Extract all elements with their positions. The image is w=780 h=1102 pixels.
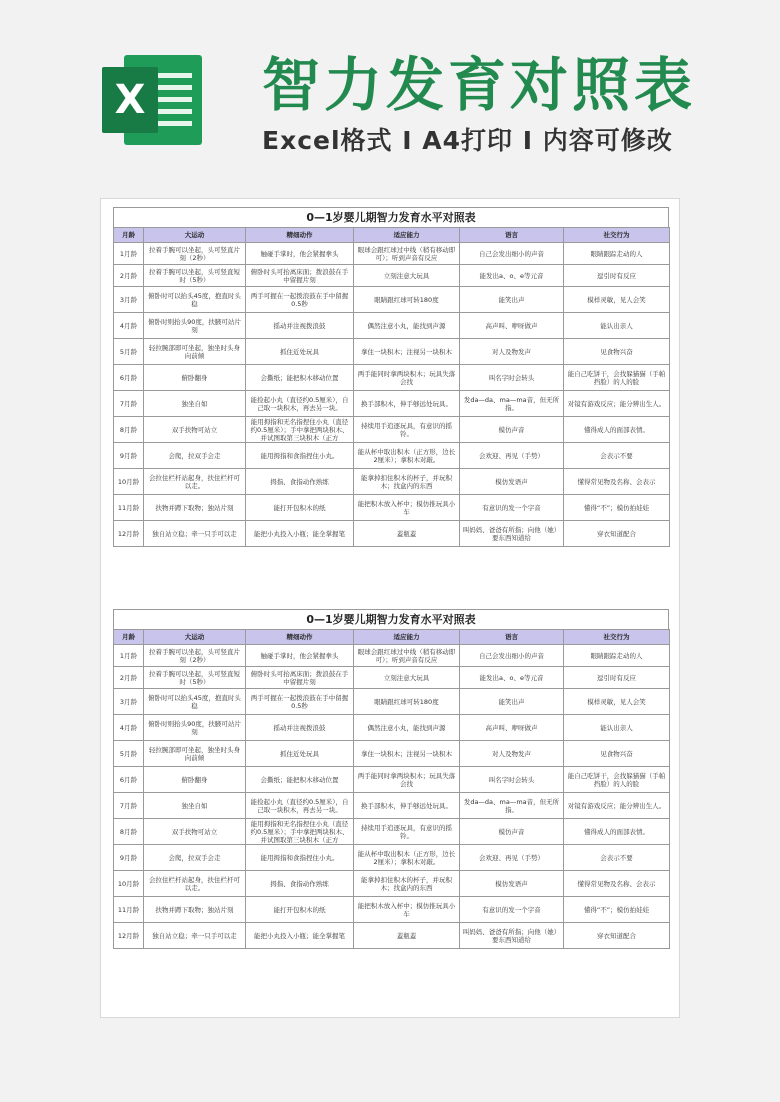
table-cell: 会拉住栏杆站起身，扶住栏杆可以走。: [144, 469, 246, 495]
table-cell: 俯卧时头可抬离床面；拨浪鼓在手中留握片刻: [246, 667, 354, 689]
table-cell: 摇动并注视拨浪鼓: [246, 313, 354, 339]
table-cell: 拿住一块积木；注视另一块积木: [354, 741, 460, 767]
development-table: [113, 629, 670, 949]
table-cell: 对人及物发声: [460, 339, 564, 365]
table-cell: 能自己吃饼干，会找躲猫猫（手帕挡脸）的人的脸: [564, 767, 670, 793]
month-cell: 10月龄: [114, 469, 144, 495]
table-row: [114, 287, 670, 313]
table-cell: 叫名字时会转头: [460, 767, 564, 793]
table-row: [114, 417, 670, 443]
table-row: [114, 767, 670, 793]
table-cell: 会欢迎、再见（手势）: [460, 443, 564, 469]
table-cell: 自己会发出细小的声音: [460, 243, 564, 265]
table-cell: 抓住近处玩具: [246, 741, 354, 767]
month-cell: 12月龄: [114, 923, 144, 949]
month-cell: 9月龄: [114, 845, 144, 871]
month-cell: 4月龄: [114, 715, 144, 741]
table-cell: 能从杯中取出积木（正方形，边长2厘米）；拿积木对敲。: [354, 845, 460, 871]
table-cell: 懂得常见物及名称、会表示: [564, 871, 670, 897]
table-cell: 拿住一块积木；注视另一块积木: [354, 339, 460, 365]
table-cell: 轻拉腕部即可坐起，独坐时头身向前倾: [144, 741, 246, 767]
table-cell: 模仿发语声: [460, 469, 564, 495]
table-cell: 叫妈妈、爸爸有所指；向他（她）要东西知道给: [460, 923, 564, 949]
table-cell: 模样灵敏，见人会笑: [564, 689, 670, 715]
month-cell: 7月龄: [114, 391, 144, 417]
table-cell: 俯卧时头可抬离床面；拨浪鼓在手中留握片刻: [246, 265, 354, 287]
table-cell: 独自站立稳；牵一只手可以走: [144, 521, 246, 547]
table-cell: 俯卧翻身: [144, 365, 246, 391]
table-cell: 拉着手腕可以坐起，头可竖直片刻（2秒）: [144, 243, 246, 265]
table-cell: 立刻注意大玩具: [354, 667, 460, 689]
table-cell: 穿衣知道配合: [564, 521, 670, 547]
table-cell: 持续用手追逐玩具，有意识的摇铃。: [354, 819, 460, 845]
month-cell: 1月龄: [114, 645, 144, 667]
table-cell: 高声叫、咿呀做声: [460, 715, 564, 741]
table-cell: 会表示不要: [564, 845, 670, 871]
table-cell: 会爬，拉双手会走: [144, 443, 246, 469]
table-row: [114, 469, 670, 495]
table-cell: 能把小丸投入小瓶；能全掌握笔: [246, 923, 354, 949]
table-cell: 发da—da、ma—ma音，但无所指。: [460, 391, 564, 417]
table-row: [114, 365, 670, 391]
table-cell: 拇指、食指动作熟练: [246, 871, 354, 897]
column-header: 语言: [460, 228, 564, 243]
table-cell: 见食物兴奋: [564, 741, 670, 767]
table-cell: 眼睛跟踪走动的人: [564, 645, 670, 667]
table-row: [114, 741, 670, 767]
table-cell: 能拿掉扣住积木的杯子，并玩积木；找盒内的东西: [354, 871, 460, 897]
table-cell: 有意识的发一个字音: [460, 897, 564, 923]
development-table: [113, 227, 670, 547]
month-cell: 2月龄: [114, 265, 144, 287]
page-title: 智力发育对照表: [262, 51, 697, 119]
table-cell: 眼球会跟红球过中线（稍有移动即可）；听到声音有反应: [354, 243, 460, 265]
table-header-row: [114, 630, 670, 645]
table-cell: 拉着手腕可以坐起，头可竖直片刻（2秒）: [144, 645, 246, 667]
table-cell: 会拉住栏杆站起身，扶住栏杆可以走。: [144, 871, 246, 897]
table-title: 0—1岁婴儿期智力发育水平对照表: [113, 609, 669, 629]
table-cell: 懂得成人的面部表情。: [564, 417, 670, 443]
table-cell: 懂得“不”；模仿拍娃娃: [564, 495, 670, 521]
table-row: [114, 443, 670, 469]
table-cell: 双手扶物可站立: [144, 819, 246, 845]
table-row: [114, 689, 670, 715]
column-header: 适应能力: [354, 630, 460, 645]
column-header: 精细动作: [246, 630, 354, 645]
table-row: [114, 391, 670, 417]
table-cell: 俯卧时可以抬头45度，抱直时头稳: [144, 287, 246, 313]
table-cell: 对人及物发声: [460, 741, 564, 767]
table-cell: 有意识的发一个字音: [460, 495, 564, 521]
table-cell: 能认出亲人: [564, 715, 670, 741]
table-cell: 俯卧时则抬头90度，扶腋可站片刻: [144, 715, 246, 741]
table-block-1: [113, 207, 669, 547]
excel-logo-icon: [102, 55, 202, 145]
month-cell: 8月龄: [114, 417, 144, 443]
column-header: 月龄: [114, 630, 144, 645]
table-cell: 会表示不要: [564, 443, 670, 469]
month-cell: 7月龄: [114, 793, 144, 819]
table-cell: 触碰手掌时，他会紧握拳头: [246, 645, 354, 667]
table-row: [114, 645, 670, 667]
table-cell: 能用拇指和食指捏住小丸。: [246, 845, 354, 871]
table-cell: 能拿掉扣住积木的杯子，并玩积木；找盒内的东西: [354, 469, 460, 495]
table-row: [114, 923, 670, 949]
table-cell: 会撕纸；能把积木移动位置: [246, 365, 354, 391]
table-cell: 眼睛跟红球可转180度: [354, 287, 460, 313]
table-row: [114, 897, 670, 923]
table-cell: 能捡起小丸（直径约0.5厘米），自己取一块积木，再去另一块。: [246, 391, 354, 417]
table-cell: 独自站立稳；牵一只手可以走: [144, 923, 246, 949]
table-cell: 蓋瓶蓋: [354, 521, 460, 547]
table-cell: 模样灵敏，见人会笑: [564, 287, 670, 313]
table-cell: 懂得成人的面部表情。: [564, 819, 670, 845]
table-cell: 能自己吃饼干，会找躲猫猫（手帕挡脸）的人的脸: [564, 365, 670, 391]
table-cell: 对镜有游戏反应；能分辨出生人。: [564, 391, 670, 417]
month-cell: 6月龄: [114, 767, 144, 793]
table-cell: 蓋瓶蓋: [354, 923, 460, 949]
table-cell: 俯卧时可以抬头45度，抱直时头稳: [144, 689, 246, 715]
table-cell: 扶物并蹲下取物；独站片刻: [144, 897, 246, 923]
table-cell: 逗引时有反应: [564, 667, 670, 689]
month-cell: 8月龄: [114, 819, 144, 845]
table-row: [114, 845, 670, 871]
table-cell: 能捡起小丸（直径约0.5厘米），自己取一块积木，再去另一块。: [246, 793, 354, 819]
table-cell: 换手部积木，伸手够远处玩具。: [354, 391, 460, 417]
table-cell: 触碰手掌时，他会紧握拳头: [246, 243, 354, 265]
table-cell: 能笑出声: [460, 689, 564, 715]
table-cell: 扶物并蹲下取物；独站片刻: [144, 495, 246, 521]
column-header: 社交行为: [564, 228, 670, 243]
table-cell: 两手可握在一起拨浪鼓在手中留握0.5秒: [246, 689, 354, 715]
table-cell: 会欢迎、再见（手势）: [460, 845, 564, 871]
table-cell: 能发出a、o、e等元音: [460, 265, 564, 287]
table-cell: 轻拉腕部即可坐起，独坐时头身向前倾: [144, 339, 246, 365]
table-row: [114, 871, 670, 897]
column-header: 大运动: [144, 630, 246, 645]
table-cell: 模仿声音: [460, 417, 564, 443]
month-cell: 11月龄: [114, 495, 144, 521]
column-header: 社交行为: [564, 630, 670, 645]
table-cell: 叫妈妈、爸爸有所指；向他（她）要东西知道给: [460, 521, 564, 547]
table-cell: 拉着手腕可以坐起，头可竖直短时（5秒）: [144, 667, 246, 689]
table-cell: 见食物兴奋: [564, 339, 670, 365]
spreadsheet-page: [100, 198, 680, 1018]
month-cell: 4月龄: [114, 313, 144, 339]
column-header: 精细动作: [246, 228, 354, 243]
month-cell: 5月龄: [114, 741, 144, 767]
table-cell: 能打开包积木的纸: [246, 897, 354, 923]
table-cell: 立刻注意大玩具: [354, 265, 460, 287]
month-cell: 11月龄: [114, 897, 144, 923]
table-cell: 能笑出声: [460, 287, 564, 313]
table-row: [114, 715, 670, 741]
month-cell: 6月龄: [114, 365, 144, 391]
table-cell: 两手可握在一起拨浪鼓在手中留握0.5秒: [246, 287, 354, 313]
table-row: [114, 667, 670, 689]
table-cell: 抓住近处玩具: [246, 339, 354, 365]
table-cell: 模仿声音: [460, 819, 564, 845]
table-cell: 会撕纸；能把积木移动位置: [246, 767, 354, 793]
table-cell: 偶然注意小丸，能找到声源: [354, 313, 460, 339]
table-cell: 逗引时有反应: [564, 265, 670, 287]
month-cell: 9月龄: [114, 443, 144, 469]
table-cell: 穿衣知道配合: [564, 923, 670, 949]
month-cell: 12月龄: [114, 521, 144, 547]
table-cell: 双手扶物可站立: [144, 417, 246, 443]
table-cell: 换手部积木，伸手够远处玩具。: [354, 793, 460, 819]
table-title: 0—1岁婴儿期智力发育水平对照表: [113, 207, 669, 227]
table-cell: 发da—da、ma—ma音，但无所指。: [460, 793, 564, 819]
table-cell: 俯卧时则抬头90度，扶腋可站片刻: [144, 313, 246, 339]
column-header: 适应能力: [354, 228, 460, 243]
month-cell: 3月龄: [114, 689, 144, 715]
month-cell: 10月龄: [114, 871, 144, 897]
table-header-row: [114, 228, 670, 243]
table-cell: 眼睛跟红球可转180度: [354, 689, 460, 715]
table-cell: 会爬，拉双手会走: [144, 845, 246, 871]
table-cell: 能打开包积木的纸: [246, 495, 354, 521]
table-cell: 两手能同时拿两块积木；玩具失落会找: [354, 365, 460, 391]
column-header: 语言: [460, 630, 564, 645]
table-cell: 懂得常见物及名称、会表示: [564, 469, 670, 495]
table-cell: 能用拇指和无名指捏住小丸（直径约0.5厘米）；手中拿把两块积木、并试图取第三块积木（正方: [246, 819, 354, 845]
table-block-2: [113, 609, 669, 949]
table-cell: 偶然注意小丸，能找到声源: [354, 715, 460, 741]
month-cell: 3月龄: [114, 287, 144, 313]
table-cell: 拉着手腕可以坐起，头可竖直短时（5秒）: [144, 265, 246, 287]
table-cell: 能认出亲人: [564, 313, 670, 339]
month-cell: 5月龄: [114, 339, 144, 365]
table-cell: 叫名字时会转头: [460, 365, 564, 391]
month-cell: 2月龄: [114, 667, 144, 689]
table-cell: 模仿发语声: [460, 871, 564, 897]
table-row: [114, 495, 670, 521]
column-header: 大运动: [144, 228, 246, 243]
table-cell: 自己会发出细小的声音: [460, 645, 564, 667]
page-subtitle: Excel格式 I A4打印 I 内容可修改: [262, 126, 673, 155]
table-cell: 两手能同时拿两块积木；玩具失落会找: [354, 767, 460, 793]
table-cell: 能把小丸投入小瓶；能全掌握笔: [246, 521, 354, 547]
table-cell: 能用拇指和食指捏住小丸。: [246, 443, 354, 469]
table-row: [114, 313, 670, 339]
table-cell: 摇动并注视拨浪鼓: [246, 715, 354, 741]
table-cell: 能用拇指和无名指捏住小丸（直径约0.5厘米）；手中拿把两块积木、并试图取第三块积木（正方: [246, 417, 354, 443]
header-banner: [0, 0, 780, 195]
table-cell: 持续用手追逐玩具，有意识的摇铃。: [354, 417, 460, 443]
table-cell: 眼睛跟踪走动的人: [564, 243, 670, 265]
table-row: [114, 243, 670, 265]
table-cell: 懂得“不”；模仿拍娃娃: [564, 897, 670, 923]
table-cell: 高声叫、咿呀做声: [460, 313, 564, 339]
table-row: [114, 521, 670, 547]
table-cell: 拇指、食指动作熟练: [246, 469, 354, 495]
table-cell: 能从杯中取出积木（正方形，边长2厘米）；拿积木对敲。: [354, 443, 460, 469]
table-cell: 能把积木放入杯中；模仿推玩具小车: [354, 495, 460, 521]
table-cell: 能把积木放入杯中；模仿推玩具小车: [354, 897, 460, 923]
table-cell: 俯卧翻身: [144, 767, 246, 793]
table-cell: 对镜有游戏反应；能分辨出生人。: [564, 793, 670, 819]
column-header: 月龄: [114, 228, 144, 243]
table-row: [114, 793, 670, 819]
table-cell: 独坐自如: [144, 391, 246, 417]
table-cell: 眼球会跟红球过中线（稍有移动即可）；听到声音有反应: [354, 645, 460, 667]
table-row: [114, 819, 670, 845]
table-cell: 独坐自如: [144, 793, 246, 819]
table-cell: 能发出a、o、e等元音: [460, 667, 564, 689]
excel-logo-letter: X: [102, 67, 158, 133]
month-cell: 1月龄: [114, 243, 144, 265]
table-row: [114, 265, 670, 287]
table-row: [114, 339, 670, 365]
